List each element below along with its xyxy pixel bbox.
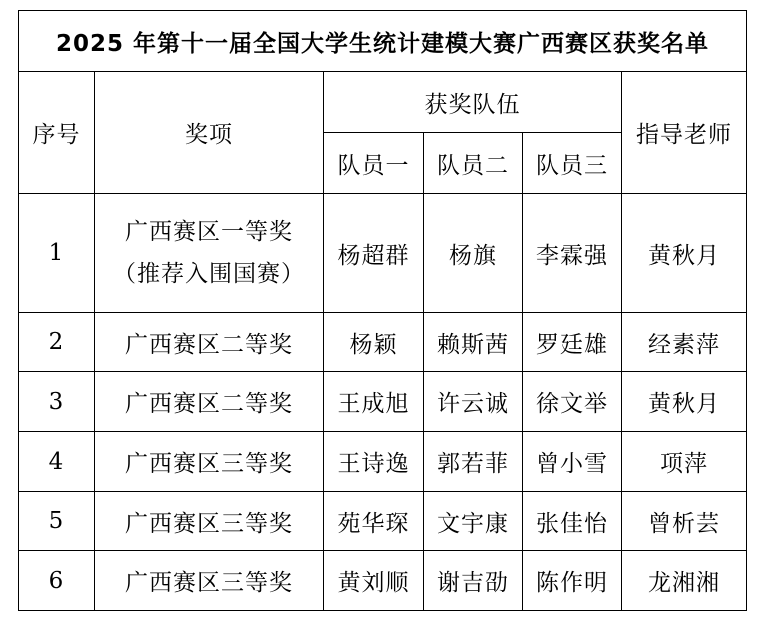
header-advisor: 指导老师 — [622, 72, 747, 194]
row-award: 广西赛区二等奖 — [95, 313, 324, 372]
row-award: 广西赛区三等奖 — [95, 432, 324, 492]
award-note: （推荐入围国赛） — [113, 261, 305, 287]
row-index: 2 — [19, 313, 95, 372]
row-advisor: 曾析芸 — [622, 492, 747, 551]
row-member-2: 赖斯茜 — [424, 313, 523, 372]
table-title: 2025 年第十一届全国大学生统计建模大赛广西赛区获奖名单 — [19, 11, 747, 72]
header-member-3: 队员三 — [523, 133, 622, 194]
row-member-3: 曾小雪 — [523, 432, 622, 492]
table-row — [19, 551, 747, 611]
table-row — [19, 313, 747, 372]
header-index: 序号 — [19, 72, 95, 194]
row-member-2: 许云诚 — [424, 372, 523, 432]
header-member-2: 队员二 — [424, 133, 523, 194]
table-row — [19, 492, 747, 551]
row-index: 1 — [19, 194, 95, 313]
row-award: 广西赛区三等奖 — [95, 492, 324, 551]
row-member-1: 苑华琛 — [324, 492, 424, 551]
row-member-1: 杨超群 — [324, 194, 424, 313]
row-advisor: 经素萍 — [622, 313, 747, 372]
award-list-table — [18, 10, 747, 611]
row-award: 广西赛区三等奖 — [95, 551, 324, 611]
row-advisor: 黄秋月 — [622, 194, 747, 313]
row-award — [95, 194, 324, 313]
row-member-3: 徐文举 — [523, 372, 622, 432]
row-award: 广西赛区二等奖 — [95, 372, 324, 432]
row-member-2: 文宇康 — [424, 492, 523, 551]
row-member-2: 谢吉劭 — [424, 551, 523, 611]
table-row — [19, 194, 747, 313]
row-member-2: 郭若菲 — [424, 432, 523, 492]
row-member-1: 杨颖 — [324, 313, 424, 372]
row-member-1: 王诗逸 — [324, 432, 424, 492]
row-index: 6 — [19, 551, 95, 611]
row-index: 3 — [19, 372, 95, 432]
row-member-1: 黄刘顺 — [324, 551, 424, 611]
header-member-1: 队员一 — [324, 133, 424, 194]
row-member-2: 杨旗 — [424, 194, 523, 313]
header-row-1 — [19, 72, 747, 133]
table-row — [19, 432, 747, 492]
title-row — [19, 11, 747, 72]
row-advisor: 项萍 — [622, 432, 747, 492]
header-team: 获奖队伍 — [324, 72, 622, 133]
header-award: 奖项 — [95, 72, 324, 194]
row-member-3: 陈作明 — [523, 551, 622, 611]
award-name: 广西赛区一等奖 — [125, 219, 293, 245]
row-member-3: 李霖强 — [523, 194, 622, 313]
table-row — [19, 372, 747, 432]
row-advisor: 黄秋月 — [622, 372, 747, 432]
row-index: 5 — [19, 492, 95, 551]
row-advisor: 龙湘湘 — [622, 551, 747, 611]
row-member-3: 罗廷雄 — [523, 313, 622, 372]
row-member-3: 张佳怡 — [523, 492, 622, 551]
row-member-1: 王成旭 — [324, 372, 424, 432]
row-index: 4 — [19, 432, 95, 492]
